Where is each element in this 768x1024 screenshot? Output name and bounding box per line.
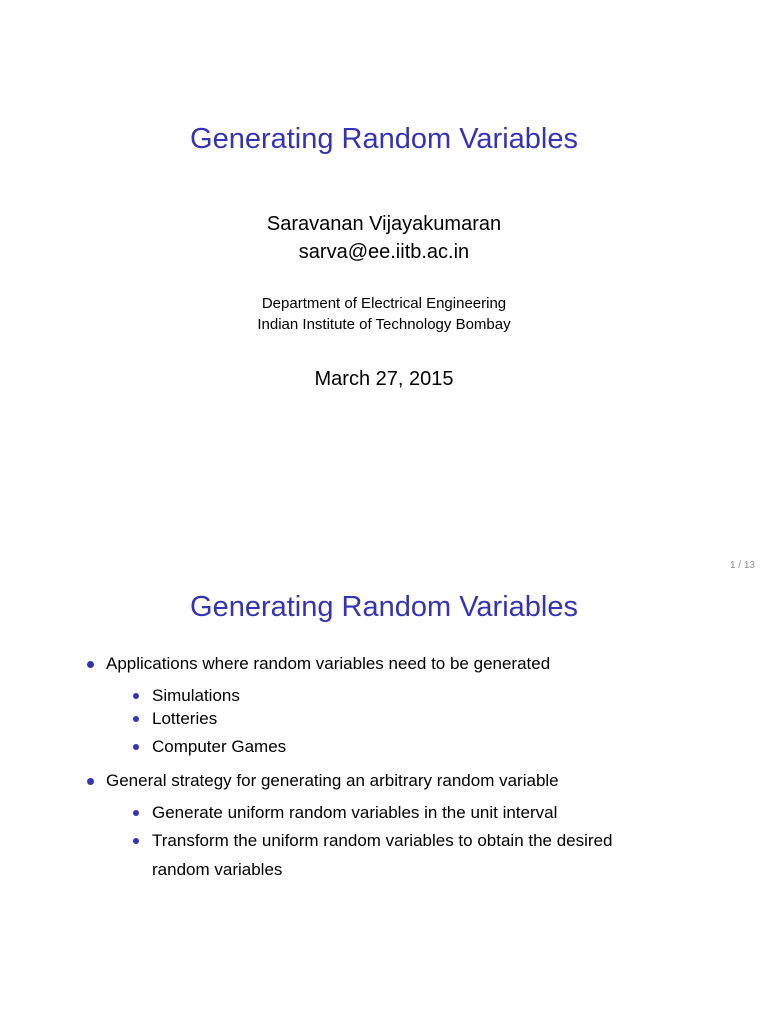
bullet-dot-icon [133,716,139,722]
slide-title: Generating Random Variables [190,591,578,623]
bullet-text: General strategy for generating an arbitrary random variable [106,771,559,790]
sub-bullet-text: Generate uniform random variables in the unit interval [152,803,558,822]
author-block [0,210,768,266]
sub-bullet-continuation: random variables [152,860,283,879]
presentation-date: March 27, 2015 [314,368,454,390]
affiliation-block [0,293,768,335]
page-number: 1 / 13 [729,560,755,571]
sub-bullet-text: Lotteries [152,709,218,728]
bullet-item [87,653,550,675]
slide-title: Generating Random Variables [190,123,578,155]
sub-bullet-text: Transform the uniform random variables to obtain the desired [152,831,613,850]
department: Department of Electrical Engineering [261,295,507,312]
bullet-dot-icon [87,778,94,785]
sub-bullet-text: Simulations [152,686,240,705]
author-name: Saravanan Vijayakumaran [266,213,502,235]
bullet-dot-icon [133,744,139,750]
institute: Indian Institute of Technology Bombay [257,316,511,333]
bullet-dot-icon [133,810,139,816]
author-email: sarva@ee.iitb.ac.in [298,241,470,263]
sub-bullet-text: Computer Games [152,737,287,756]
bullet-text: Applications where random variables need to be generated [106,654,551,673]
sub-bullet-item [133,736,286,758]
bullet-dot-icon [133,693,139,699]
sub-bullet-item [133,802,557,824]
bullet-item [87,770,559,792]
sub-bullet-item [133,685,240,707]
sub-bullet-item [133,830,613,852]
bullet-dot-icon [133,838,139,844]
bullet-dot-icon [87,661,94,668]
sub-bullet-item [133,708,217,730]
content-slide [0,576,768,1024]
